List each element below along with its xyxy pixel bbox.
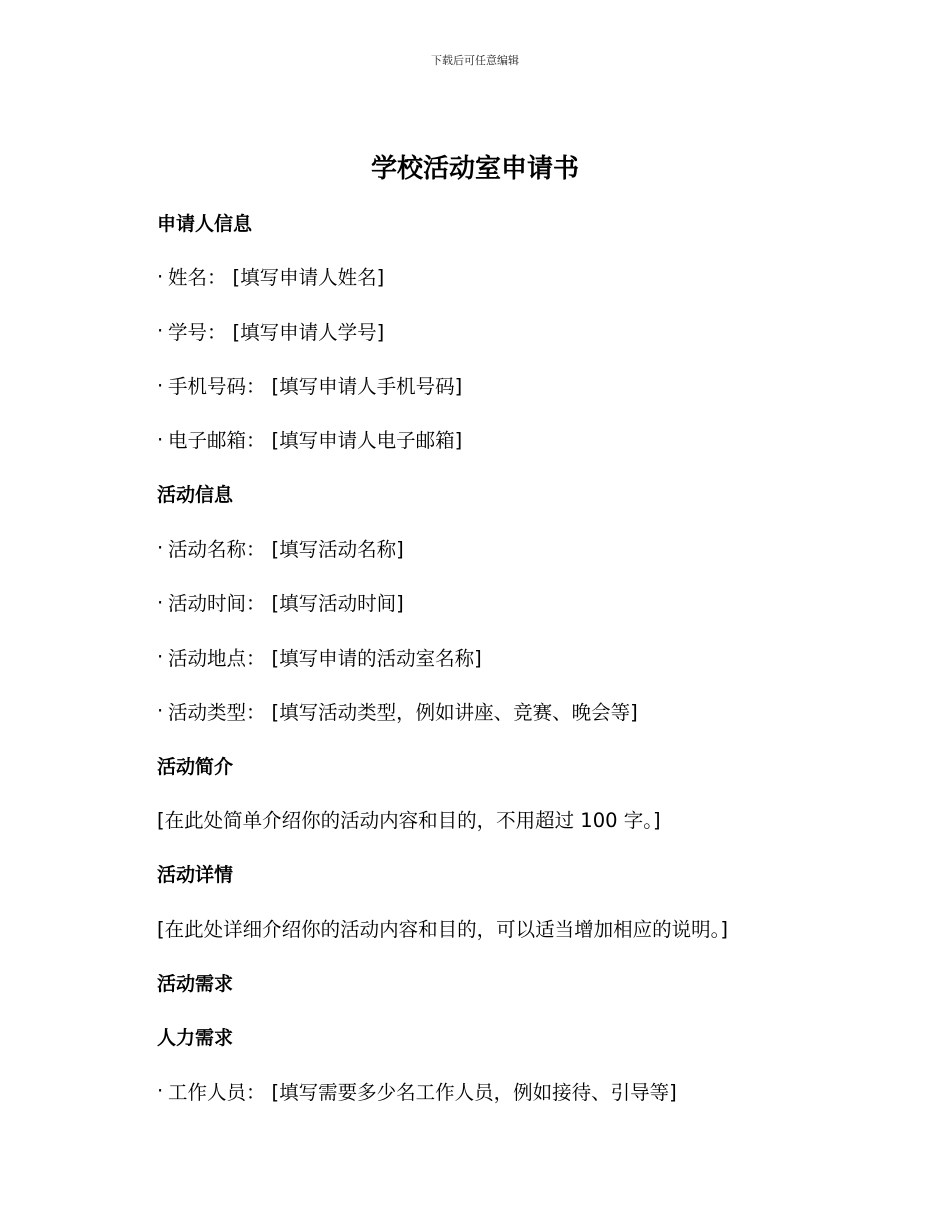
field-placeholder: [填写活动类型，例如讲座、竞赛、晚会等] (271, 700, 638, 724)
bullet: · (157, 645, 164, 669)
field-placeholder: [填写活动名称] (271, 537, 404, 561)
section-heading-summary: 活动简介 (157, 755, 234, 778)
summary-paragraph: [在此处简单介绍你的活动内容和目的，不用超过 100 字。] (157, 809, 661, 833)
bullet: · (157, 590, 164, 614)
field-label: 活动名称： (168, 537, 266, 561)
page-header: 下载后可任意编辑 (431, 54, 519, 67)
bullet: · (157, 264, 164, 288)
field-label: 电子邮箱： (168, 429, 266, 453)
field-label: 学号： (168, 320, 227, 344)
document-title: 学校活动室申请书 (370, 154, 579, 184)
applicant-name-item (157, 249, 857, 303)
activity-location-item (157, 629, 857, 683)
bullet: · (157, 427, 164, 451)
applicant-phone-item (157, 358, 857, 412)
bullet: · (157, 536, 164, 560)
field-placeholder: [填写申请人手机号码] (271, 375, 463, 399)
applicant-email-item (157, 412, 857, 466)
field-placeholder: [填写需要多少名工作人员，例如接待、引导等] (271, 1080, 677, 1104)
field-label: 活动类型： (168, 700, 266, 724)
bullet: · (157, 319, 164, 343)
section-heading-details: 活动详情 (157, 864, 234, 887)
field-placeholder: [填写申请人学号] (232, 320, 385, 344)
field-label: 工作人员： (168, 1080, 266, 1104)
bullet: · (157, 699, 164, 723)
field-label: 姓名： (168, 266, 227, 290)
section-heading-activity-info: 活动信息 (157, 484, 234, 507)
applicant-student-id-item (157, 304, 857, 358)
manpower-staff-item (157, 1064, 857, 1118)
field-label: 活动时间： (168, 592, 266, 616)
field-label: 活动地点： (168, 646, 266, 670)
bullet: · (157, 1079, 164, 1103)
bullet: · (157, 373, 164, 397)
section-heading-applicant: 申请人信息 (157, 212, 253, 235)
field-placeholder: [填写申请的活动室名称] (271, 646, 482, 670)
section-heading-requirements: 活动需求 (157, 972, 234, 995)
details-paragraph: [在此处详细介绍你的活动内容和目的，可以适当增加相应的说明。] (157, 918, 728, 941)
document-body (157, 195, 857, 1118)
activity-type-item (157, 684, 857, 738)
field-placeholder: [填写活动时间] (271, 592, 404, 616)
activity-time-item (157, 575, 857, 629)
section-heading-manpower: 人力需求 (157, 1027, 234, 1050)
field-label: 手机号码： (168, 375, 266, 399)
field-placeholder: [填写申请人姓名] (232, 266, 385, 290)
field-placeholder: [填写申请人电子邮箱] (271, 429, 463, 453)
activity-name-item (157, 521, 857, 575)
